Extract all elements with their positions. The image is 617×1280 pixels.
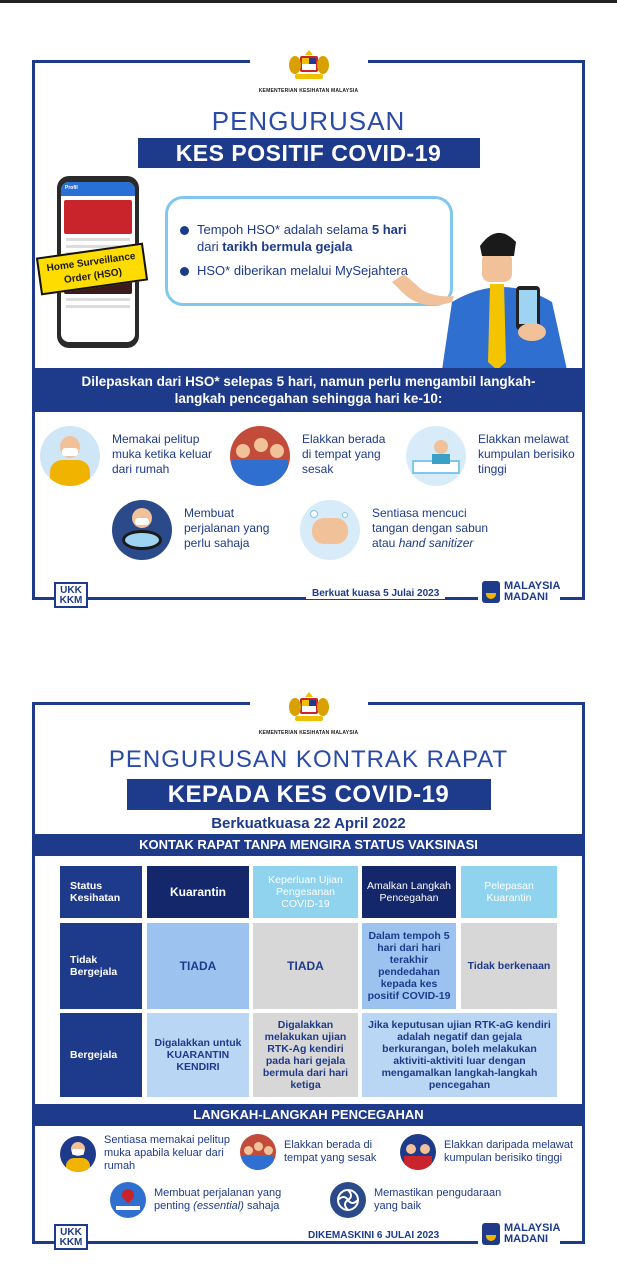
- poster2-title-line1: PENGURUSAN KONTRAK RAPAT: [108, 746, 509, 773]
- handwash-icon: [300, 500, 360, 560]
- poster2-effective-date: Berkuatkuasa 22 April 2022: [211, 815, 406, 832]
- driver-icon: [112, 500, 172, 560]
- man-with-phone-illustration: [382, 212, 578, 370]
- jata-negara-crest-icon: [287, 690, 331, 724]
- bullet-icon: [180, 267, 189, 276]
- poster2-updated-date: DIKEMASKINI 6 JULAI 2023: [302, 1230, 445, 1241]
- tip-travel: Membuat perjalanan yang perlu sahaja: [112, 500, 284, 560]
- row-symptomatic-label: Bergejala: [60, 1013, 142, 1097]
- madani-emblem-icon: [482, 1223, 500, 1245]
- madani-emblem-icon: [482, 581, 500, 603]
- row-asymptomatic-test: TIADA: [253, 923, 358, 1009]
- ministry-name: KEMENTERIAN KESIHATAN MALAYSIA: [258, 88, 359, 94]
- tip2-travel: Membuat perjalanan yang penting (essential) sahaja: [110, 1182, 314, 1218]
- header-test: Keperluan Ujian Pengesanan COVID-19: [253, 866, 358, 918]
- mask-person-icon: [60, 1136, 96, 1172]
- header-status: Status Kesihatan: [60, 866, 142, 918]
- crowd-icon: [230, 426, 290, 486]
- tip2-crowd: Elakkan berada di tempat yang sesak: [240, 1134, 400, 1170]
- malaysia-madani-logo: MALAYSIA MADANI: [478, 581, 560, 603]
- tip-crowd: Elakkan berada di tempat yang sesak: [230, 426, 398, 486]
- row-asymptomatic-release: Tidak berkenaan: [461, 923, 557, 1009]
- malaysia-madani-logo: MALAYSIA MADANI: [478, 1223, 560, 1245]
- tip-high-risk: Elakkan melawat kumpulan berisiko tinggi: [406, 426, 590, 486]
- poster1-title-line1: PENGURUSAN: [211, 106, 406, 136]
- top-divider: [0, 0, 617, 3]
- row-symptomatic-release: Jika keputusan ujian RTK-aG kendiri adalah negatif dan gejala berkurangan, boleh melakukan aktiviti-aktiviti luar dengan mengamalkan langkah-langkah pencegahan: [362, 1013, 557, 1097]
- header-release: Pelepasan Kuarantin: [461, 866, 557, 918]
- poster1-title-line2: KES POSITIF COVID-19: [138, 138, 480, 168]
- hospital-visit-icon: [406, 426, 466, 486]
- row-asymptomatic-prevention: Dalam tempoh 5 hari dari hari terakhir pendedahan kepada kes positif COVID-19: [362, 923, 456, 1009]
- header-quarantine: Kuarantin: [147, 866, 249, 918]
- poster1-effective-date: Berkuat kuasa 5 Julai 2023: [306, 588, 445, 599]
- tip2-ventilation: Memastikan pengudaraan yang baik: [330, 1182, 504, 1218]
- release-banner: Dilepaskan dari HSO* selepas 5 hari, namun perlu mengambil langkah-langkah pencegahan sehingga hari ke-10:: [32, 368, 585, 412]
- ministry-name: KEMENTERIAN KESIHATAN MALAYSIA: [258, 730, 359, 736]
- ventilation-icon: [330, 1182, 366, 1218]
- tip-mask: Memakai pelitup muka ketika keluar dari rumah: [40, 426, 222, 486]
- crowd-icon: [240, 1134, 276, 1170]
- row-symptomatic-quarantine: Digalakkan untuk KUARANTIN KENDIRI: [147, 1013, 249, 1097]
- elderly-icon: [400, 1134, 436, 1170]
- row-symptomatic-test: Digalakkan melakukan ujian RTK-Ag kendiri pada hari gejala bermula dari hari ketiga: [253, 1013, 358, 1097]
- hso-bullet-duration: Tempoh HSO* adalah selama 5 hari dari tarikh bermula gejala: [180, 221, 446, 255]
- bullet-icon: [180, 226, 189, 235]
- mask-person-icon: [40, 426, 100, 486]
- phone-app-label: Profil: [61, 182, 135, 196]
- row-asymptomatic-label: Tidak Bergejala: [60, 923, 142, 1009]
- vaccination-banner: KONTAK RAPAT TANPA MENGIRA STATUS VAKSINASI: [32, 834, 585, 856]
- tip2-mask: Sentiasa memakai pelitup muka apabila keluar dari rumah: [60, 1134, 234, 1173]
- hso-bullet-mysejahtera: HSO* diberikan melalui MySejahtera: [180, 263, 408, 278]
- header-prevention: Amalkan Langkah Pencegahan: [362, 866, 456, 918]
- travel-pin-icon: [110, 1182, 146, 1218]
- tip-handwash: Sentiasa mencuci tangan dengan sabun atau hand sanitizer: [300, 500, 502, 560]
- prevention-steps-banner: LANGKAH-LANGKAH PENCEGAHAN: [32, 1104, 585, 1126]
- poster2-title-line2: KEPADA KES COVID-19: [127, 779, 491, 810]
- ukk-kkm-logo: UKK KKM: [54, 1224, 88, 1250]
- jata-negara-crest-icon: [287, 48, 331, 82]
- tip2-high-risk: Elakkan daripada melawat kumpulan berisiko tinggi: [400, 1134, 578, 1170]
- ukk-kkm-logo: UKK KKM: [54, 582, 88, 608]
- hso-tag: Home Surveillance Order (HSO): [36, 243, 148, 296]
- row-asymptomatic-quarantine: TIADA: [147, 923, 249, 1009]
